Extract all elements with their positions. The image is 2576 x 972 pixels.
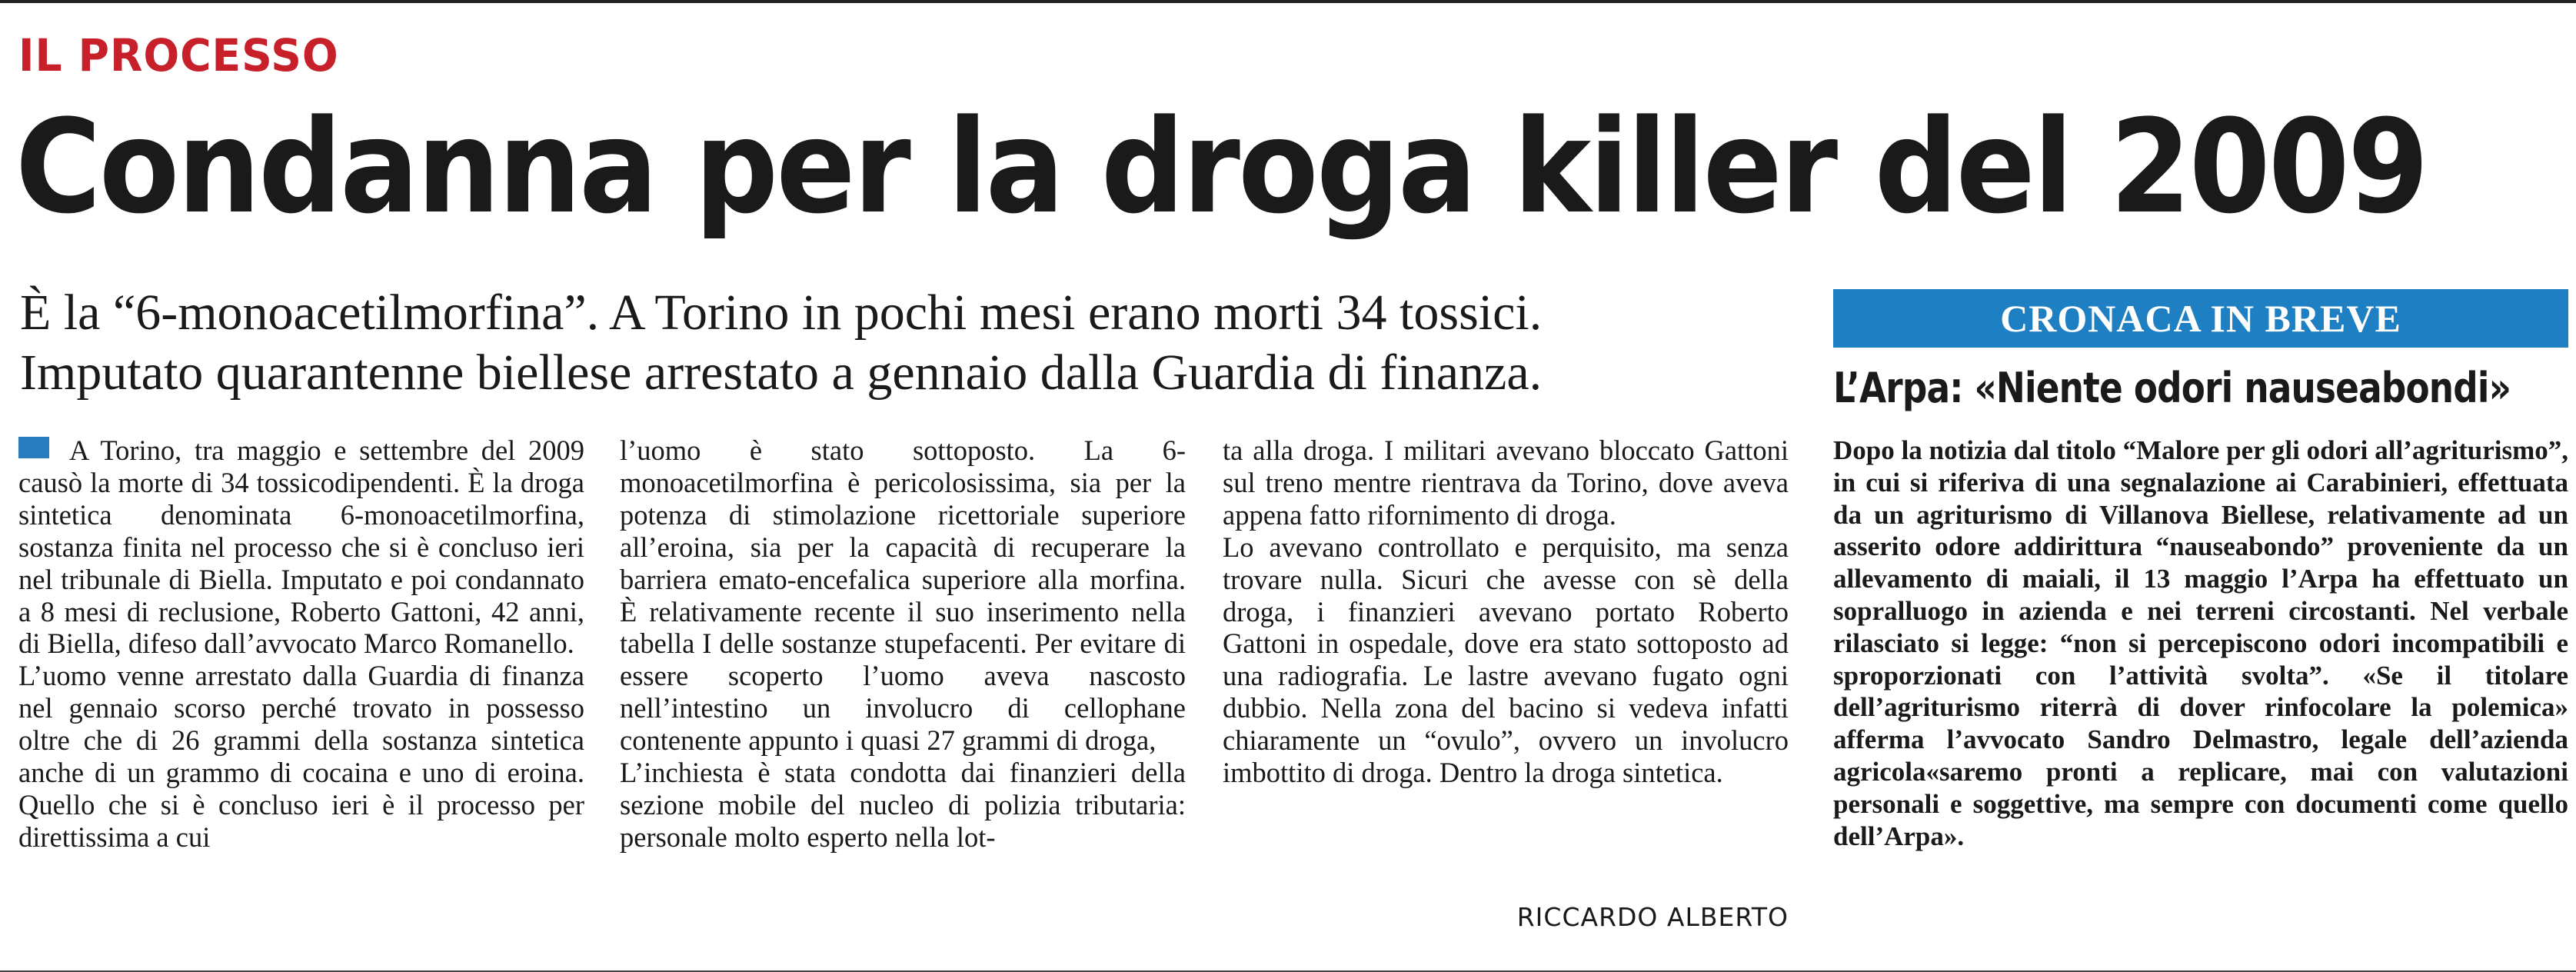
subheadline-line-2: Imputato quarantenne biellese arrestato a gennaio dalla Guardia di finanza. <box>20 345 1543 401</box>
byline: RICCARDO ALBERTO <box>1516 902 1789 932</box>
subheadline-line-1: È la “6-monoacetilmorfina”. A Torino in pochi mesi erano morti 34 tossici. <box>20 285 1543 341</box>
brief-section-label: CRONACA IN BREVE <box>2000 297 2401 340</box>
article-paragraph: L’inchiesta è stata condotta dai finanzieri della sezione mobile del nucleo di polizia tributaria: personale molto esperto nella lot- <box>620 757 1186 853</box>
article-paragraph: l’uomo è stato sottoposto. La 6-monoacetilmorfina è pericolosissima, sia per la potenza di stimolazione ricettoriale superiore all’eroina, sia per la capacità di recuperare la barriera emato-encefalica superiore alla morfina. È relativamente recente il suo inserimento nella tabella I delle sostanze stupefacenti. Per evitare di essere scoperto l’uomo aveva nascosto nell’intestino un involucro di cellophane contenente appunto i quasi 27 grammi di droga, <box>620 434 1186 757</box>
lead-square-icon <box>18 437 49 458</box>
brief-section-bar <box>1833 289 2568 348</box>
article-column-2 <box>620 434 1186 854</box>
section-kicker: IL PROCESSO <box>18 29 339 82</box>
article-paragraph <box>18 434 584 660</box>
brief-title: L’Arpa: «Niente odori nauseabondi» <box>1833 364 2511 412</box>
article-column-1 <box>18 434 584 854</box>
brief-body: Dopo la notizia dal titolo “Malore per gli odori all’agriturismo”, in cui si riferiva di una segnalazione ai Carabinieri, effettuata da un agriturismo di Villanova Biellese, relativamente ad un asserito odore addirittura “nauseabondo” proveniente da un allevamento di maiali, il 13 maggio l’Arpa ha effettuato un sopralluogo in azienda e nei terreni circostanti. Nel verbale rilasciato si legge: “non si percepiscono odori incompatibili e sproporzionati con l’attività svolta”. «Se il titolare dell’agriturismo riterrà di dover rinfocolare la polemica» afferma l’avvocato Sandro Delmastro, legale dell’azienda agricola«saremo pronti a replicare, mai con valutazioni personali e soggettive, ma sempre con documenti come quello dell’Arpa». <box>1833 435 2568 851</box>
article-paragraph: Lo avevano controllato e perquisito, ma senza trovare nulla. Sicuri che avesse con sè della droga, i finanzieri avevano portato Roberto Gattoni in ospedale, dove era stato sottoposto ad una radiografia. Le lastre avevano fugato ogni dubbio. Nella zona del bacino si vedeva infatti chiaramente un “ovulo”, ovvero un involucro imbottito di droga. Dentro la droga sintetica. <box>1223 531 1789 789</box>
headline: Condanna per la droga killer del 2009 <box>15 92 2428 242</box>
article-paragraph: ta alla droga. I militari avevano bloccato Gattoni sul treno mentre rientrava da Torino, dove aveva appena fatto rifornimento di droga. <box>1223 434 1789 531</box>
article-paragraph: L’uomo venne arrestato dalla Guardia di finanza nel gennaio scorso perché trovato in possesso oltre che di 26 grammi della sostanza sintetica anche di un grammo di cocaina e uno di eroina. Quello che si è concluso ieri è il processo per direttissima a cui <box>18 660 584 853</box>
article-column-3 <box>1223 434 1789 789</box>
article-paragraph-text: A Torino, tra maggio e settembre del 2009 causò la morte di 34 tossicodipendenti. È la droga sintetica denominata 6-monoacetilmorfina, sostanza finita nel processo che si è concluso ieri nel tribunale di Biella. Imputato e poi condannato a 8 mesi di reclusione, Roberto Gattoni, 42 anni, di Biella, difeso dall’avvocato Marco Romanello. <box>18 434 584 660</box>
top-rule <box>0 0 2576 3</box>
subheadline <box>20 283 1789 403</box>
